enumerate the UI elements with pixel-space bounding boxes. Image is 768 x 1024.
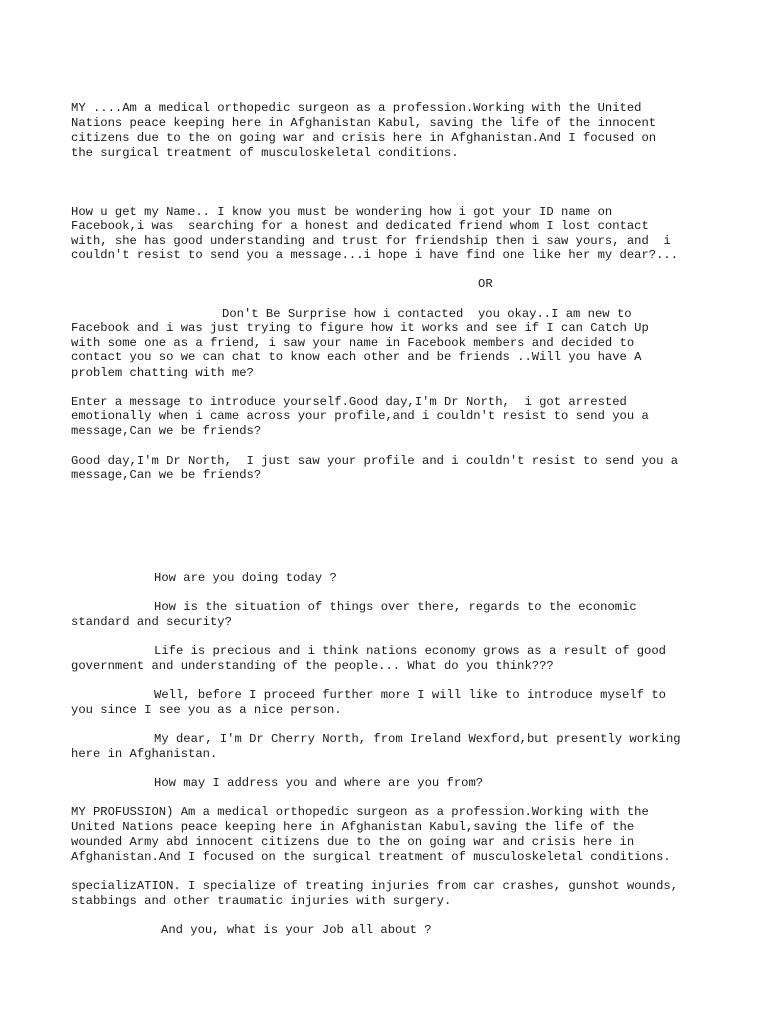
text-line: couldn't resist to send you a message...i hope i have find one like her my dear?...: [71, 248, 679, 262]
text-line: Facebook,i was searching for a honest and dedicated friend whom I lost contact: [71, 219, 649, 233]
text-line: Don't Be Surprise how i contacted you okay..I am new to: [222, 307, 632, 321]
text-line: Afghanistan.And I focused on the surgical treatment of musculoskeletal conditions.: [71, 850, 671, 864]
text-line: Nations peace keeping here in Afghanistan Kabul, saving the life of the innocent: [71, 116, 657, 130]
text-line: Good day,I'm Dr North, I just saw your profile and i couldn't resist to send you a: [71, 454, 679, 468]
text-line: Life is precious and i think nations economy grows as a result of good: [154, 644, 666, 658]
text-line: My dear, I'm Dr Cherry North, from Ireland Wexford,but presently working: [154, 732, 681, 746]
text-line: How u get my Name.. I know you must be wondering how i got your ID name on: [71, 205, 613, 219]
text-line: MY PROFUSSION) Am a medical orthopedic surgeon as a profession.Working with the: [71, 805, 649, 819]
text-line: specializATION. I specialize of treating injuries from car crashes, gunshot wounds,: [71, 879, 679, 893]
text-line: here in Afghanistan.: [71, 747, 218, 761]
text-line: problem chatting with me?: [71, 366, 254, 380]
text-line: you since I see you as a nice person.: [71, 703, 342, 717]
text-line: United Nations peace keeping here in Afghanistan Kabul,saving the life of the: [71, 820, 635, 834]
text-line: Enter a message to introduce yourself.Good day,I'm Dr North, i got arrested: [71, 395, 627, 409]
text-line: And you, what is your Job all about ?: [161, 923, 432, 937]
text-line-or: OR: [478, 277, 493, 291]
text-line: with some one as a friend, i saw your name in Facebook members and decided to: [71, 336, 635, 350]
text-line: Well, before I proceed further more I will like to introduce myself to: [154, 688, 666, 702]
text-line: citizens due to the on going war and crisis here in Afghanistan.And I focused on: [71, 131, 657, 145]
text-line: the surgical treatment of musculoskeletal conditions.: [71, 146, 459, 160]
text-line: message,Can we be friends?: [71, 468, 262, 482]
text-line: with, she has good understanding and trust for friendship then i saw yours, and i: [71, 234, 671, 248]
text-line: How are you doing today ?: [154, 571, 337, 585]
text-line: government and understanding of the people... What do you think???: [71, 659, 554, 673]
text-line: MY ....Am a medical orthopedic surgeon as a profession.Working with the United: [71, 101, 642, 115]
text-line: message,Can we be friends?: [71, 424, 262, 438]
text-line: standard and security?: [71, 615, 232, 629]
text-line: How is the situation of things over there, regards to the economic: [154, 600, 637, 614]
text-line: contact you so we can chat to know each other and be friends ..Will you have A: [71, 350, 642, 364]
text-line: emotionally when i came across your profile,and i couldn't resist to send you a: [71, 409, 649, 423]
text-line: wounded Army abd innocent citizens due to the on going war and crisis here in: [71, 835, 635, 849]
text-line: How may I address you and where are you from?: [154, 776, 484, 790]
text-line: Facebook and i was just trying to figure how it works and see if I can Catch Up: [71, 321, 649, 335]
text-line: stabbings and other traumatic injuries with surgery.: [71, 894, 452, 908]
